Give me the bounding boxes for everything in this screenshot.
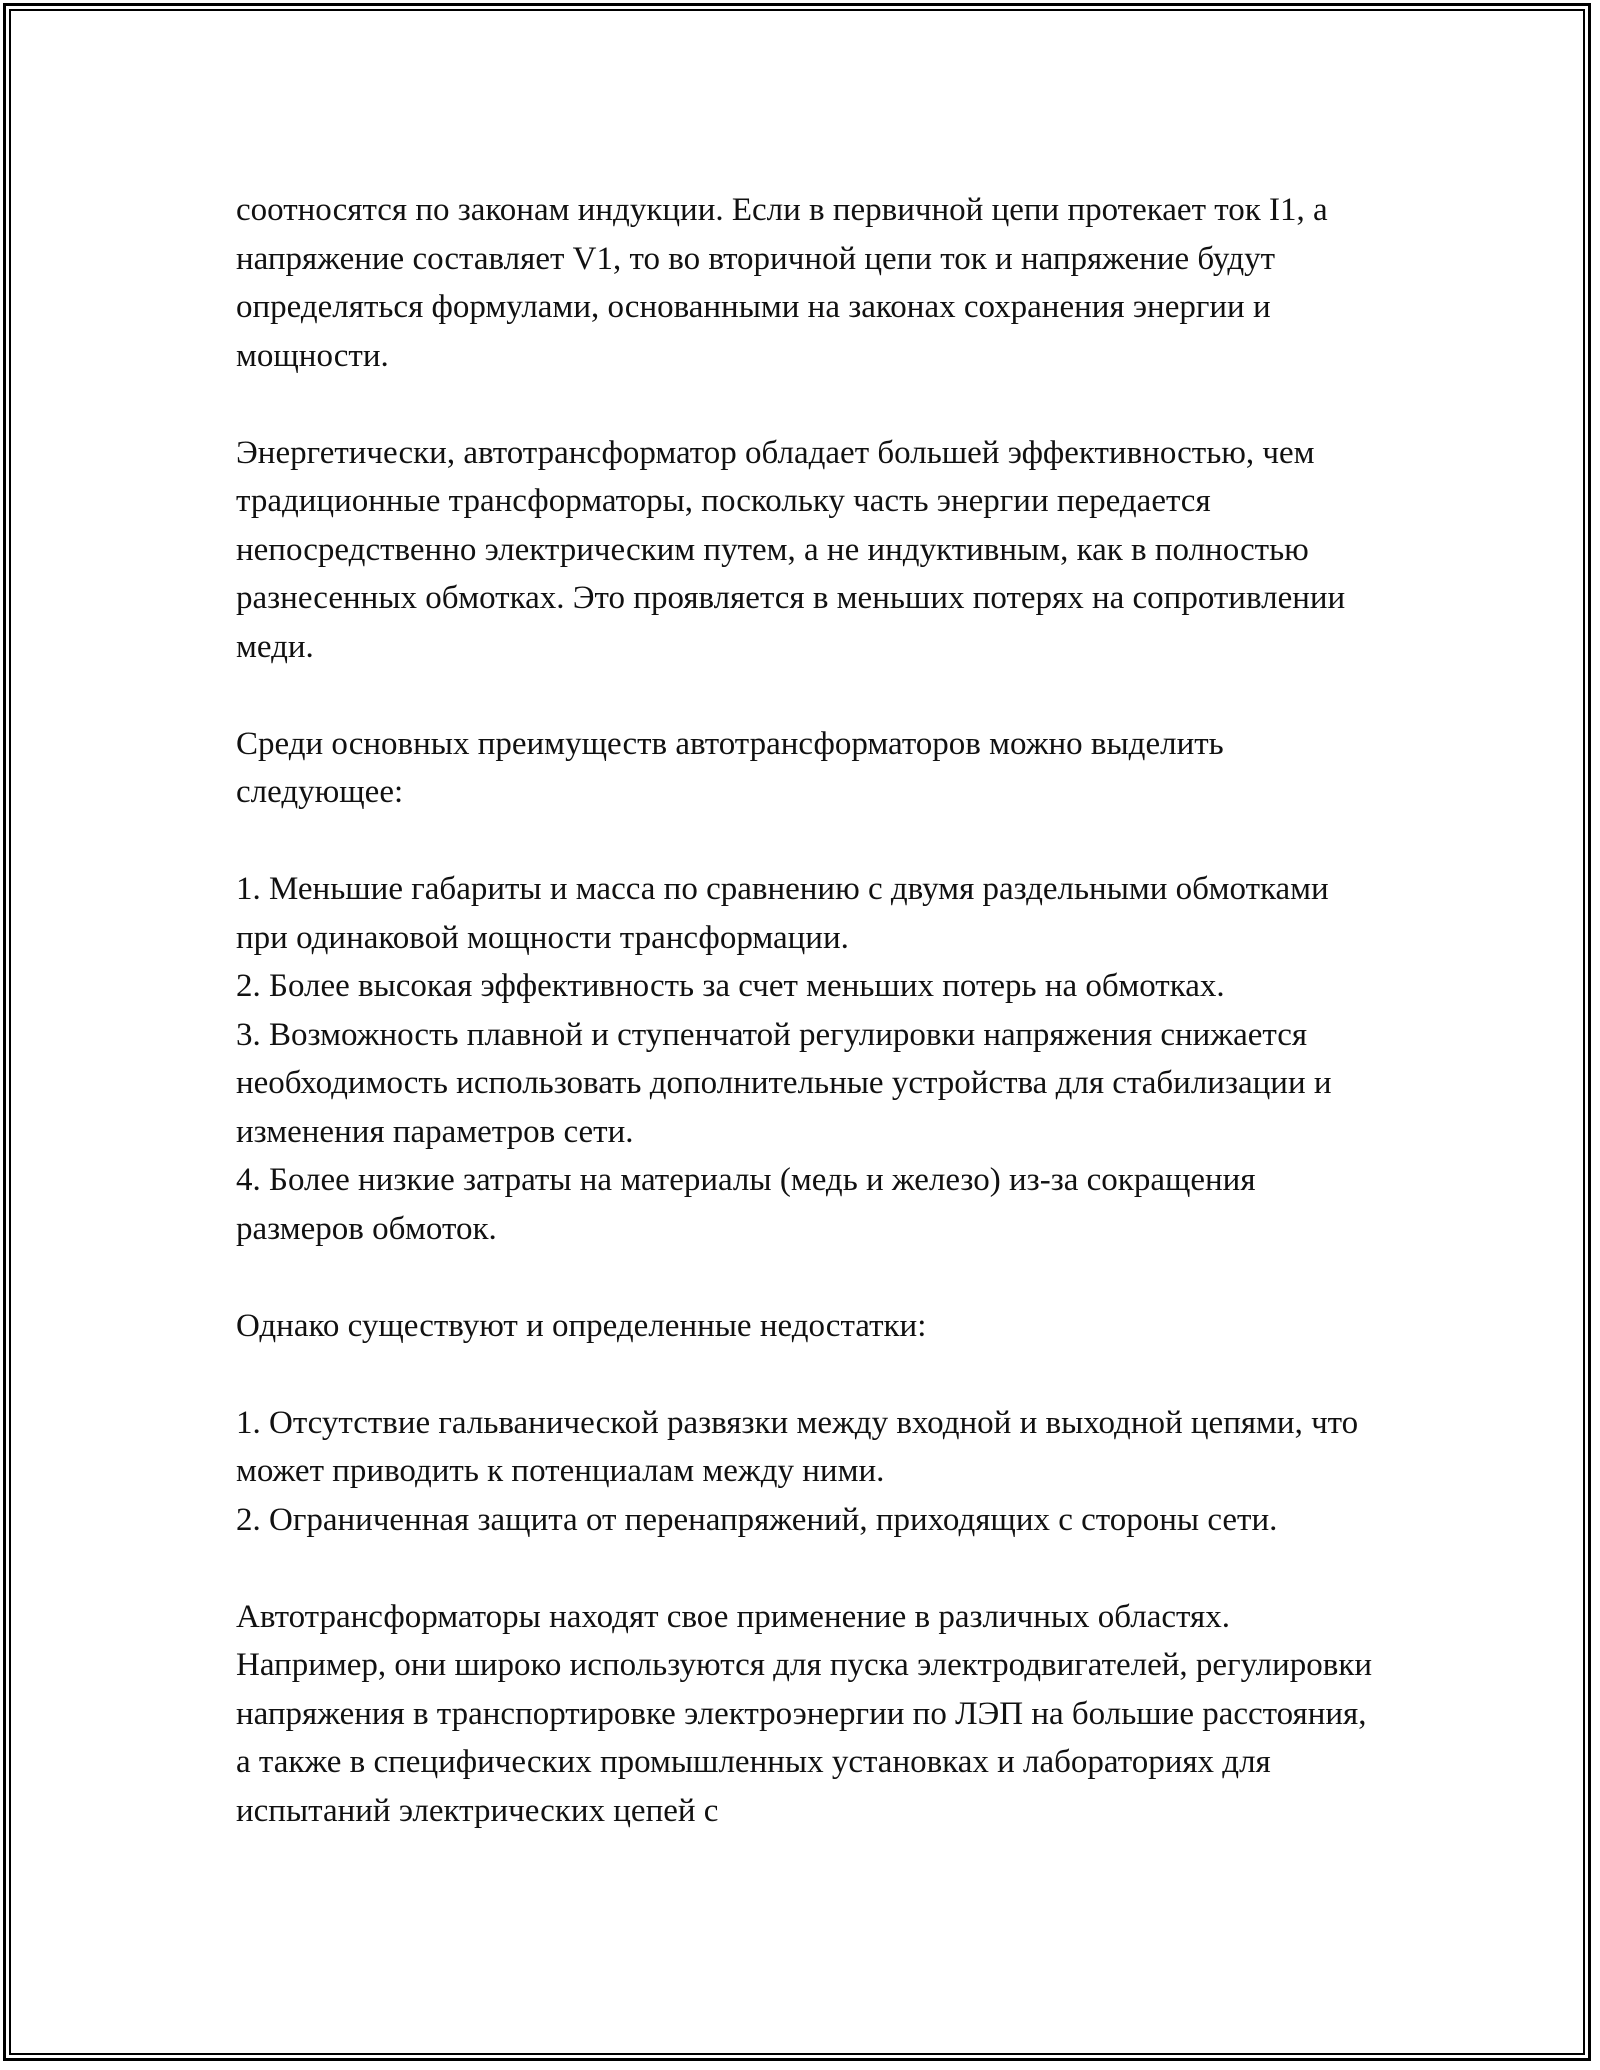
- paragraph-advantages-intro: Среди основных преимуществ автотрансформаторов можно выделить следующее:: [236, 725, 1224, 810]
- list-item: 2. Более высокая эффективность за счет меньших потерь на обмотках.: [236, 968, 1225, 1004]
- list-item: 2. Ограниченная защита от перенапряжений, приходящих с стороны сети.: [236, 1501, 1278, 1538]
- advantages-list: [236, 865, 1376, 1253]
- paragraph-efficiency: Энергетически, автотрансформатор обладает большей эффективностью, чем традиционные трансформаторы, поскольку часть энергии передается непосредственно электрическим путем, а не индуктивным, как в полностью разнесенных обмотках. Это проявляется в меньших потерях на сопротивлении меди.: [236, 434, 1346, 665]
- document-body: [236, 186, 1376, 1884]
- disadvantages-list: [236, 1399, 1376, 1545]
- list-item: 3. Возможность плавной и ступенчатой регулировки напряжения снижается необходимость использовать дополнительные устройства для стабилизации и изменения параметров сети.: [236, 1016, 1332, 1150]
- paragraph-disadvantages-intro: Однако существуют и определенные недостатки:: [236, 1307, 927, 1344]
- list-item: 4. Более низкие затраты на материалы (медь и железо) из-за сокращения размеров обмоток.: [236, 1162, 1256, 1247]
- paragraph-induction-laws: соотносятся по законам индукции. Если в первичной цепи протекает ток I1, а напряжение составляет V1, то во вторичной цепи ток и напряжение будут определяться формулами, основанными на законах сохранения энергии и мощности.: [236, 192, 1328, 374]
- list-item: 1. Меньшие габариты и масса по сравнению с двумя раздельными обмотками при одинаковой мощности трансформации.: [236, 871, 1329, 956]
- list-item: 1. Отсутствие гальванической развязки между входной и выходной цепями, что может приводить к потенциалам между ними.: [236, 1404, 1359, 1489]
- paragraph-applications: Автотрансформаторы находят свое применение в различных областях. Например, они широко используются для пуска электродвигателей, регулировки напряжения в транспортировке электроэнергии по ЛЭП на большие расстояния, а также в специфических промышленных установках и лабораториях для испытаний электрических цепей с: [236, 1598, 1373, 1829]
